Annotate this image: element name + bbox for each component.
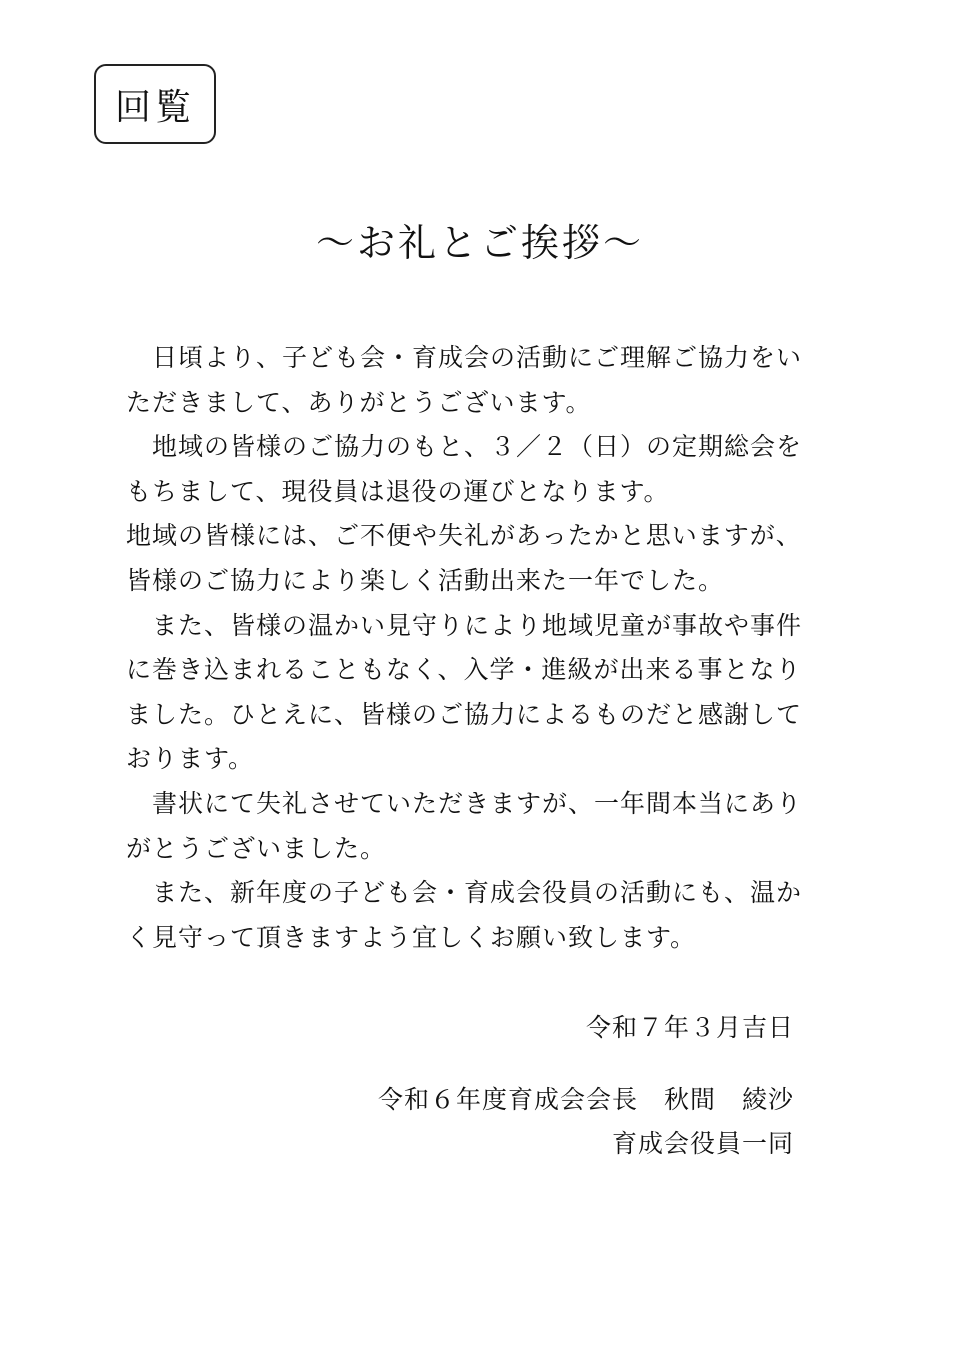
body-line: 日頃より、子ども会・育成会の活動にご理解ご協力をい — [126, 343, 803, 372]
document-title: ～お礼とご挨拶～ — [315, 221, 644, 265]
body-line: 皆様のご協力により楽しく活動出来た一年でした。 — [126, 565, 725, 595]
body-line: もちまして、現役員は退役の運びとなります。 — [126, 476, 670, 506]
signature-block — [378, 1008, 794, 1166]
body-line: 書状にて失礼させていただきますが、一年間本当にあり — [126, 788, 803, 818]
signature-president: 令和６年度育成会会長 秋間 綾沙 — [377, 1085, 794, 1114]
body-line: また、新年度の子ども会・育成会役員の活動にも、温か — [126, 878, 803, 908]
body-line: ただきまして、ありがとうございます。 — [126, 387, 592, 417]
stamp-label: 回覧 — [114, 86, 195, 128]
body-line: また、皆様の温かい見守りにより地域児童が事故や事件 — [126, 610, 803, 640]
body-line: 地域の皆様には、ご不便や失礼があったかと思いますが、 — [126, 521, 802, 551]
body-line: がとうございました。 — [126, 833, 387, 863]
letter-body — [126, 336, 826, 960]
signature-officers: 育成会役員一同 — [611, 1129, 794, 1158]
body-line: 地域の皆様のご協力のもと、３／２（日）の定期総会を — [126, 432, 803, 462]
body-line: ました。ひとえに、皆様のご協力によるものだと感謝して — [126, 699, 803, 729]
body-line: に巻き込まれることもなく、入学・進級が出来る事となり — [126, 655, 802, 685]
body-line: おります。 — [126, 744, 255, 774]
letter-date: 令和７年３月吉日 — [585, 1013, 794, 1042]
body-line: く見守って頂きますよう宜しくお願い致します。 — [126, 922, 697, 952]
circulation-stamp — [94, 64, 216, 144]
